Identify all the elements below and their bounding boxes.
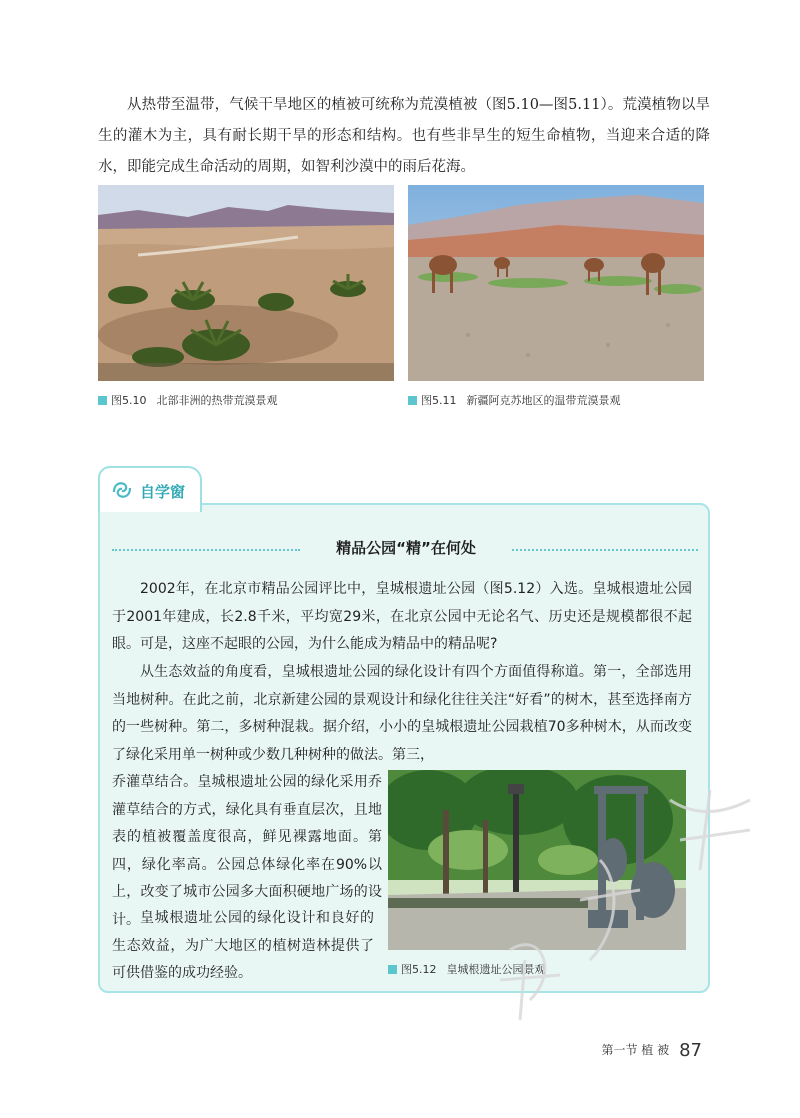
- selfstudy-tab: [98, 466, 202, 512]
- page-footer: [601, 1040, 702, 1061]
- figure-5-11-caption: 图5.11 新疆阿克苏地区的温带荒漠景观: [408, 392, 621, 408]
- caption-marker: [408, 396, 417, 405]
- selfstudy-title-row: [112, 537, 698, 563]
- selfstudy-paragraph-3: 皇城根遗址公园的绿化设计和良好的生态效益，为广大地区的植树造林提供了可供借鉴的成功经验。: [112, 910, 374, 981]
- title-divider-right: [512, 549, 698, 551]
- intro-paragraph: 从热带至温带，气候干旱地区的植被可统称为荒漠植被（图5.10—图5.11）。荒漠植物以旱生的灌木为主，具有耐长期干旱的形态和结构。也有些非旱生的短生命植物，当迎来合适的降水，即能完成生命活动的周期，如智利沙漠中的雨后花海。: [98, 97, 710, 175]
- page-number: 87: [679, 1040, 702, 1061]
- selfstudy-icon: [110, 478, 134, 502]
- title-divider-left: [112, 549, 300, 551]
- figure-5-12-image: [388, 770, 686, 950]
- selfstudy-paragraph-2: 从生态效益的角度看，皇城根遗址公园的绿化设计有四个方面值得称道。第一，全部选用当地树种。在此之前，北京新建公园的景观设计和绿化往往关注“好看”的树木，甚至选择南方的一些树种。第二，多树种混栽。据介绍，小小的皇城根遗址公园栽植70多种树木，从而改变了绿化采用单一树种或少数几种树种的做法。第三，: [112, 664, 692, 763]
- selfstudy-paragraph-1: 2002年，在北京市精品公园评比中，皇城根遗址公园（图5.12）入选。皇城根遗址公园于2001年建成，长2.8千米，平均宽29米，在北京公园中无论名气、历史还是规模都很不起眼。可是，这座不起眼的公园，为什么能成为精品中的精品呢?: [112, 581, 692, 652]
- figure-5-10-image: [98, 185, 394, 381]
- caption-marker: [98, 396, 107, 405]
- figure-5-12-caption: 图5.12 皇城根遗址公园景观: [388, 961, 546, 977]
- selfstudy-title: 精品公园“精”在何处: [336, 539, 476, 557]
- selfstudy-tab-label: 自学窗: [140, 483, 186, 501]
- figure-5-11-image: [408, 185, 704, 381]
- footer-section: 第一节 植 被: [601, 1043, 670, 1057]
- caption-marker: [388, 965, 397, 974]
- figure-5-10-caption: 图5.10 北部非洲的热带荒漠景观: [98, 392, 278, 408]
- selfstudy-paragraph-2-continued: 乔灌草结合。皇城根遗址公园的绿化采用乔灌草结合的方式，绿化具有垂直层次，且地表的植被覆盖度很高，鲜见裸露地面。第四，绿化率高。公园总体绿化率在90%以上，改变了城市公园多大面积硬地广场的设计。: [112, 774, 382, 928]
